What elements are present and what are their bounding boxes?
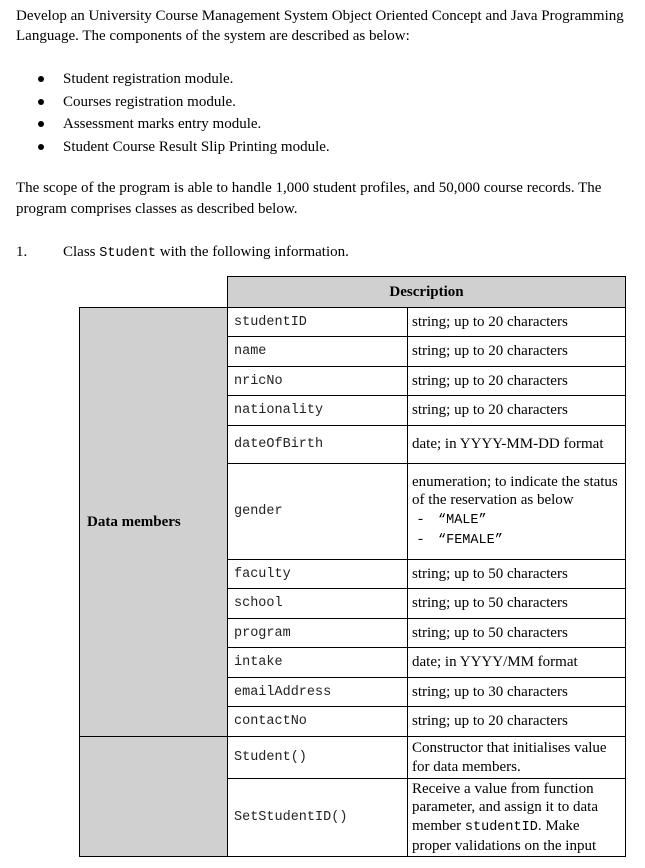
member-name: faculty <box>228 560 408 589</box>
member-description: Constructor that initialises value for data members. <box>408 737 626 779</box>
group-data-members: Data members <box>80 308 228 737</box>
member-name: emailAddress <box>228 678 408 707</box>
list-item: Student registration module. <box>16 68 330 91</box>
header-description: Description <box>228 277 626 308</box>
member-name: dateOfBirth <box>228 426 408 464</box>
member-description: date; in YYYY/MM format <box>408 648 626 678</box>
list-item: Courses registration module. <box>16 91 330 114</box>
enum-option: - “MALE” <box>418 510 487 528</box>
member-name: contactNo <box>228 707 408 737</box>
member-description: string; up to 20 characters <box>408 707 626 737</box>
scope-paragraph: The scope of the program is able to handle 1,000 student profiles, and 50,000 course records. The program comprises classes as described below. <box>16 180 602 217</box>
table-row <box>80 737 626 779</box>
module-list <box>16 68 330 158</box>
member-description: string; up to 20 characters <box>408 367 626 396</box>
header-blank-cell <box>80 277 228 308</box>
member-name: intake <box>228 648 408 678</box>
class-name: Student <box>99 246 156 261</box>
member-name: nricNo <box>228 367 408 396</box>
table-header-row <box>80 277 626 308</box>
member-name: nationality <box>228 396 408 426</box>
member-description: string; up to 20 characters <box>408 337 626 367</box>
member-name: school <box>228 589 408 619</box>
item-text: Class Student with the following information. <box>63 244 349 261</box>
bullet-icon <box>38 144 44 150</box>
member-description: date; in YYYY-MM-DD format <box>408 426 626 464</box>
member-name: Student() <box>228 737 408 779</box>
member-description: string; up to 20 characters <box>408 396 626 426</box>
enum-option: - “FEMALE” <box>418 531 503 548</box>
member-name: program <box>228 619 408 648</box>
member-name: name <box>228 337 408 367</box>
class-spec-table <box>79 276 626 857</box>
list-item: Assessment marks entry module. <box>16 113 330 136</box>
member-description: Receive a value from function parameter, and assign it to data member studentID. Make proper validations on the input <box>408 779 626 857</box>
member-description: string; up to 50 characters <box>408 619 626 648</box>
list-item: Student Course Result Slip Printing module. <box>16 136 330 159</box>
item-number: 1. <box>16 244 28 260</box>
bullet-icon <box>38 76 44 82</box>
bullet-icon <box>38 121 44 127</box>
intro-paragraph: Develop an University Course Management System Object Oriented Concept and Java Programming Language. The components of the system are described as below: <box>16 8 624 44</box>
member-description: string; up to 20 characters <box>408 308 626 337</box>
member-name: gender <box>228 464 408 560</box>
group-member-functions <box>80 737 228 857</box>
member-name: studentID <box>228 308 408 337</box>
member-description: string; up to 30 characters <box>408 678 626 707</box>
member-description: string; up to 50 characters <box>408 560 626 589</box>
member-name: SetStudentID() <box>228 779 408 857</box>
table-row <box>80 308 626 337</box>
member-description: string; up to 50 characters <box>408 589 626 619</box>
bullet-icon <box>38 99 44 105</box>
member-description: enumeration; to indicate the status of the reservation as below - “MALE” - “FEMALE” <box>408 464 626 560</box>
